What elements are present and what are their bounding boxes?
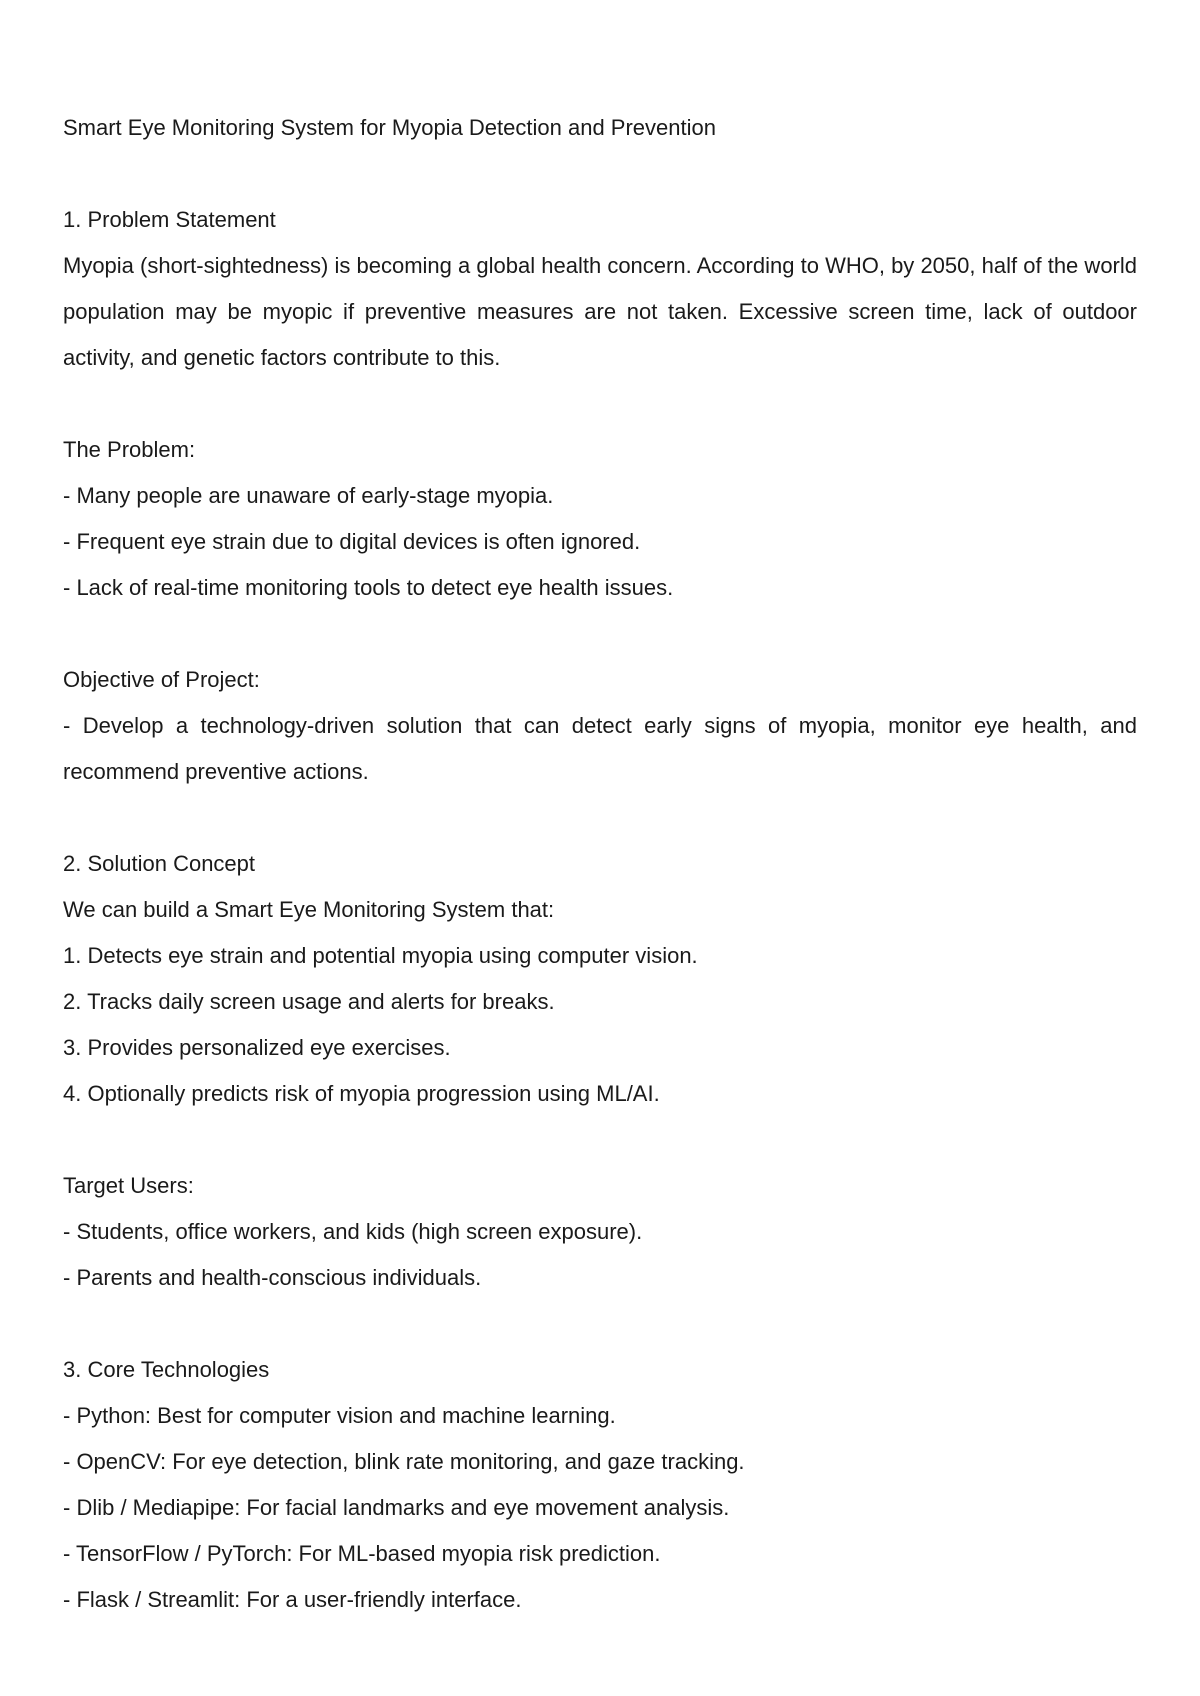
list-item: - Many people are unaware of early-stage myopia. — [63, 483, 554, 508]
objective-text: - Develop a technology-driven solution that can detect early signs of myopia, monitor eye health, and recommend preventive actions. — [63, 713, 1137, 784]
spacer — [63, 795, 1137, 841]
list-item: - Parents and health-conscious individuals. — [63, 1265, 482, 1290]
list-item: - Dlib / Mediapipe: For facial landmarks and eye movement analysis. — [63, 1495, 730, 1520]
list-item: - OpenCV: For eye detection, blink rate monitoring, and gaze tracking. — [63, 1449, 745, 1474]
list-item: 4. Optionally predicts risk of myopia progression using ML/AI. — [63, 1081, 660, 1106]
list-item: 3. Provides personalized eye exercises. — [63, 1035, 451, 1060]
list-item: - TensorFlow / PyTorch: For ML-based myopia risk prediction. — [63, 1541, 661, 1566]
spacer — [63, 381, 1137, 427]
spacer — [63, 1117, 1137, 1163]
spacer — [63, 151, 1137, 197]
section-2-intro: We can build a Smart Eye Monitoring System that: — [63, 897, 555, 922]
list-item: - Students, office workers, and kids (high screen exposure). — [63, 1219, 643, 1244]
list-item: - Python: Best for computer vision and machine learning. — [63, 1403, 616, 1428]
problem-heading: The Problem: — [63, 437, 196, 462]
section-2-heading: 2. Solution Concept — [63, 851, 256, 876]
spacer — [63, 1301, 1137, 1347]
list-item: - Lack of real-time monitoring tools to detect eye health issues. — [63, 575, 674, 600]
document-title: Smart Eye Monitoring System for Myopia Detection and Prevention — [63, 115, 716, 140]
spacer — [63, 611, 1137, 657]
target-users-heading: Target Users: — [63, 1173, 194, 1198]
list-item: - Frequent eye strain due to digital devices is often ignored. — [63, 529, 641, 554]
objective-heading: Objective of Project: — [63, 667, 260, 692]
list-item: 1. Detects eye strain and potential myopia using computer vision. — [63, 943, 698, 968]
section-1-heading: 1. Problem Statement — [63, 207, 276, 232]
list-item: 2. Tracks daily screen usage and alerts for breaks. — [63, 989, 555, 1014]
section-3-heading: 3. Core Technologies — [63, 1357, 270, 1382]
list-item: - Flask / Streamlit: For a user-friendly interface. — [63, 1587, 522, 1612]
section-1-intro: Myopia (short-sightedness) is becoming a global health concern. According to WHO, by 2050, half of the world population may be myopic if preventive measures are not taken. Excessive screen time, lack of outdoor activity, and genetic factors contribute to this. — [63, 253, 1137, 370]
